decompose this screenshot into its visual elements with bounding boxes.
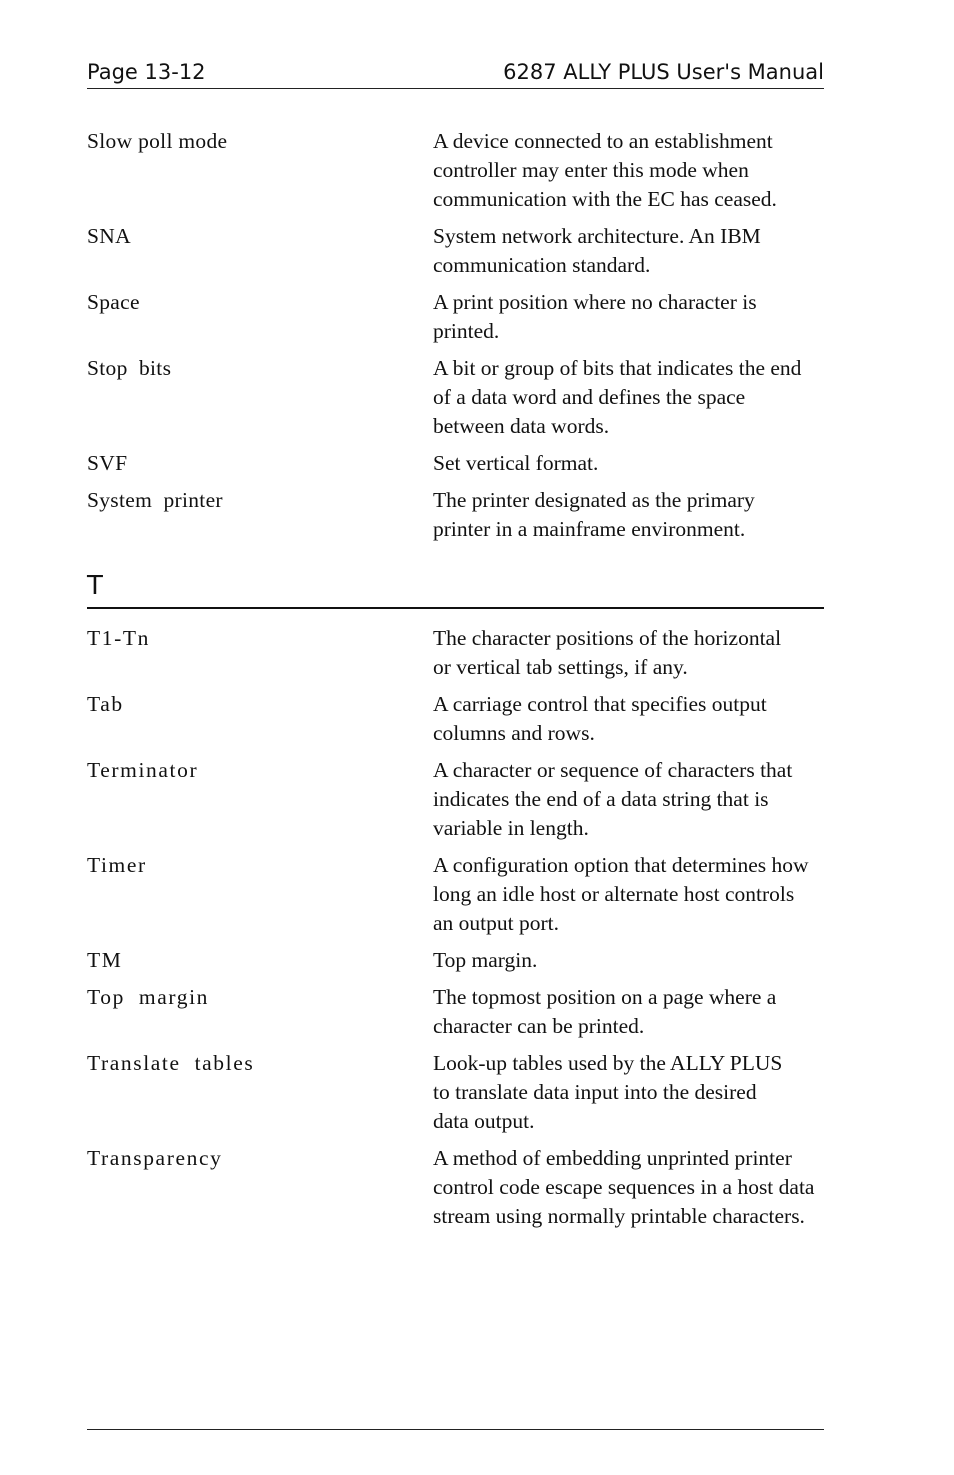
glossary-term: Stop bits (87, 356, 172, 380)
section-heading-t: T (87, 570, 824, 609)
glossary-entry (87, 1049, 824, 1136)
glossary-list-t (87, 624, 824, 1239)
glossary-definition: Look-up tables used by the ALLY PLUS to translate data input into the desired data output. (433, 1051, 783, 1133)
glossary-term: T1-Tn (87, 626, 150, 650)
glossary-definition: Top margin. (433, 948, 538, 972)
glossary-entry (87, 756, 824, 843)
glossary-definition: A character or sequence of characters that indicates the end of a data string that is variable in length. (433, 758, 793, 840)
glossary-definition: The character positions of the horizontal or vertical tab settings, if any. (433, 626, 782, 679)
glossary-term: Slow poll mode (87, 129, 228, 153)
footer-rule (87, 1429, 824, 1430)
glossary-entry (87, 983, 824, 1041)
glossary-definition: Set vertical format. (433, 451, 599, 475)
glossary-term: SVF (87, 451, 128, 475)
glossary-definition: A method of embedding unprinted printer control code escape sequences in a host data stream using normally printable characters. (433, 1146, 815, 1228)
glossary-entry (87, 288, 824, 346)
glossary-entry (87, 486, 824, 544)
glossary-entry (87, 624, 824, 682)
glossary-entry (87, 1144, 824, 1231)
glossary-term: SNA (87, 224, 131, 248)
glossary-term: Translate tables (87, 1051, 255, 1075)
glossary-entry (87, 851, 824, 938)
glossary-definition: The topmost position on a page where a character can be printed. (433, 985, 777, 1038)
glossary-entry (87, 354, 824, 441)
manual-title: 6287 ALLY PLUS User's Manual (503, 60, 824, 84)
glossary-term: Tab (87, 692, 124, 716)
manual-page (87, 0, 824, 1475)
page-header (87, 58, 824, 89)
glossary-definition: System network architecture. An IBM communication standard. (433, 224, 761, 277)
glossary-definition: A carriage control that specifies output columns and rows. (433, 692, 767, 745)
glossary-entry (87, 946, 824, 975)
page-number: Page 13-12 (87, 60, 206, 84)
glossary-list-s (87, 127, 824, 552)
glossary-term: Space (87, 290, 140, 314)
glossary-entry (87, 222, 824, 280)
glossary-term: Top margin (87, 985, 209, 1009)
glossary-entry (87, 449, 824, 478)
glossary-definition: A device connected to an establishment controller may enter this mode when communication with the EC has ceased. (433, 129, 777, 211)
glossary-definition: A bit or group of bits that indicates the end of a data word and defines the space between data words. (433, 356, 802, 438)
glossary-term: Transparency (87, 1146, 223, 1170)
glossary-term: Timer (87, 853, 147, 877)
glossary-definition: The printer designated as the primary printer in a mainframe environment. (433, 488, 755, 541)
glossary-entry (87, 690, 824, 748)
glossary-entry (87, 127, 824, 214)
glossary-term: System printer (87, 488, 223, 512)
glossary-definition: A configuration option that determines how long an idle host or alternate host controls an output port. (433, 853, 809, 935)
glossary-term: TM (87, 948, 123, 972)
glossary-term: Terminator (87, 758, 199, 782)
glossary-definition: A print position where no character is printed. (433, 290, 757, 343)
